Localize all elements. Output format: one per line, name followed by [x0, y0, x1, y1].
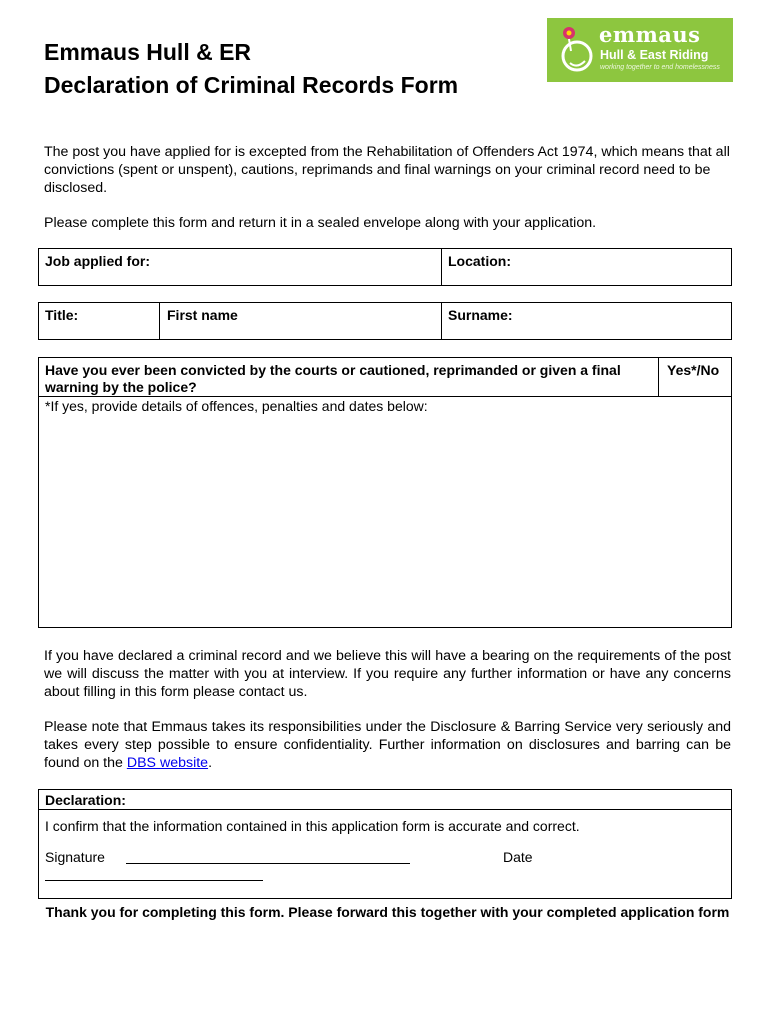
after-paragraph-2	[44, 718, 731, 772]
table-divider	[159, 303, 160, 339]
dbs-website-link[interactable]: DBS website	[126, 755, 209, 771]
after-paragraph-1: If you have declared a criminal record and we believe this will have a bearing on the requirements of the post we will discuss the matter with you at interview. If you require any further information or have any concerns about filling in this form please contact us.	[44, 648, 731, 700]
logo-subtitle: Hull & East Riding	[600, 48, 709, 62]
intro-paragraph-2: Please complete this form and return it in a sealed envelope along with your application.	[44, 215, 597, 231]
location-label: Location:	[448, 253, 511, 269]
after-paragraph-2-text: Please note that Emmaus takes its responsibilities under the Disclosure & Barring Service very seriously and takes every step possible to ensure confidentiality. Further information on disclosures and barring can be found on the	[44, 719, 731, 771]
first-name-label: First name	[167, 307, 238, 323]
intro-paragraph-1: The post you have applied for is excepted from the Rehabilitation of Offenders Act 1974, which means that all convictions (spent or unspent), cautions, reprimands and final warnings on your criminal record need to be disclosed.	[44, 144, 730, 196]
title-line-2: Declaration of Criminal Records Form	[44, 72, 459, 98]
job-applied-label: Job applied for:	[45, 253, 150, 269]
declaration-table	[38, 789, 732, 899]
emmaus-logo	[547, 18, 733, 82]
title-line-1: Emmaus Hull & ER	[44, 39, 252, 65]
table-divider	[39, 396, 731, 397]
table-divider	[441, 249, 442, 285]
table-divider	[658, 358, 659, 396]
page-title	[44, 36, 458, 102]
declaration-statement: I confirm that the information contained in this application form is accurate and correct.	[45, 818, 580, 834]
title-label: Title:	[45, 307, 79, 323]
table-divider	[441, 303, 442, 339]
conviction-table	[38, 357, 732, 628]
date-line[interactable]	[45, 880, 263, 881]
table-divider	[39, 809, 731, 810]
signature-label: Signature	[45, 849, 105, 865]
logo-name: emmaus	[599, 22, 701, 47]
logo-tagline: working together to end homelessness	[600, 64, 720, 71]
surname-label: Surname:	[448, 307, 513, 323]
name-table	[38, 302, 732, 340]
declaration-heading: Declaration:	[45, 792, 126, 808]
logo-emblem-icon	[557, 23, 595, 77]
signature-line[interactable]	[126, 863, 410, 864]
details-prompt: *If yes, provide details of offences, penalties and dates below:	[45, 398, 428, 414]
after-paragraph-2-end: .	[208, 755, 213, 771]
conviction-question: Have you ever been convicted by the courts or cautioned, reprimanded or given a final warning by the police?	[45, 362, 621, 395]
job-location-table	[38, 248, 732, 286]
date-label: Date	[503, 849, 533, 865]
thanks-message: Thank you for completing this form. Please forward this together with your completed application form	[45, 904, 730, 920]
yes-no-label: Yes*/No	[667, 362, 720, 378]
